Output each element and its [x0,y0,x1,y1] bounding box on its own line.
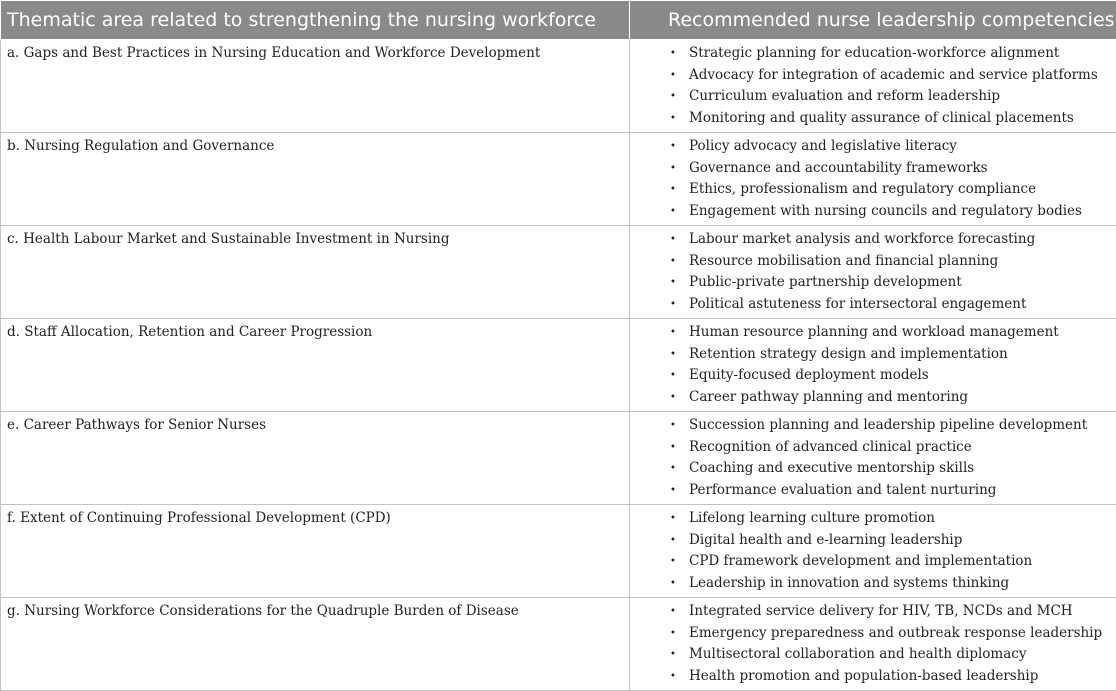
bullet-icon: • [670,86,676,108]
bullet-icon: • [670,344,676,366]
competency-text: Monitoring and quality assurance of clinical placements [689,110,1074,126]
bullet-icon: • [670,458,676,480]
list-item [630,530,1116,552]
list-item [630,666,1116,688]
list-item [630,644,1116,666]
competency-list [630,40,1116,129]
bullet-icon: • [670,136,676,158]
header-thematic-area: Thematic area related to strengthening the nursing workforce [1,1,630,40]
bullet-icon: • [670,272,676,294]
table-row [1,505,1116,598]
table-row [1,226,1116,319]
competency-text: Career pathway planning and mentoring [689,389,968,405]
header-row [1,1,1116,40]
competency-text: Coaching and executive mentorship skills [689,460,974,476]
header-competencies: Recommended nurse leadership competencies [630,1,1116,40]
list-item [630,65,1116,87]
list-item [630,294,1116,316]
thematic-area-cell: e. Career Pathways for Senior Nurses [1,412,630,505]
list-item [630,480,1116,502]
bullet-icon: • [670,158,676,180]
thematic-area-cell: b. Nursing Regulation and Governance [1,133,630,226]
bullet-icon: • [670,415,676,437]
competency-text: Political astuteness for intersectoral engagement [689,296,1026,312]
competency-list [630,319,1116,408]
list-item [630,601,1116,623]
bullet-icon: • [670,229,676,251]
list-item [630,86,1116,108]
bullet-icon: • [670,551,676,573]
thematic-area-cell: d. Staff Allocation, Retention and Career Progression [1,319,630,412]
list-item [630,387,1116,409]
competency-list [630,412,1116,501]
list-item [630,322,1116,344]
competencies-cell [630,40,1116,133]
competency-text: Governance and accountability frameworks [689,160,988,176]
competency-list [630,226,1116,315]
table-row [1,319,1116,412]
list-item [630,508,1116,530]
competency-list [630,598,1116,687]
bullet-icon: • [670,623,676,645]
competency-text: Succession planning and leadership pipeline development [689,417,1087,433]
competency-text: Leadership in innovation and systems thinking [689,575,1009,591]
list-item [630,229,1116,251]
list-item [630,136,1116,158]
competency-text: Resource mobilisation and financial planning [689,253,998,269]
competencies-cell [630,412,1116,505]
table-row [1,40,1116,133]
bullet-icon: • [670,65,676,87]
bullet-icon: • [670,251,676,273]
list-item [630,201,1116,223]
competencies-cell [630,319,1116,412]
competency-text: Human resource planning and workload management [689,324,1059,340]
list-item [630,623,1116,645]
bullet-icon: • [670,322,676,344]
competency-text: Retention strategy design and implementation [689,346,1008,362]
list-item [630,365,1116,387]
competencies-cell [630,226,1116,319]
list-item [630,179,1116,201]
list-item [630,458,1116,480]
table-row [1,598,1116,691]
competency-text: Public-private partnership development [689,274,962,290]
table-row [1,412,1116,505]
bullet-icon: • [670,666,676,688]
competency-text: Performance evaluation and talent nurturing [689,482,996,498]
competency-text: Curriculum evaluation and reform leadership [689,88,1000,104]
table-row [1,133,1116,226]
list-item [630,158,1116,180]
bullet-icon: • [670,601,676,623]
bullet-icon: • [670,294,676,316]
competency-text: Integrated service delivery for HIV, TB, NCDs and MCH [689,603,1073,619]
competency-text: Labour market analysis and workforce forecasting [689,231,1035,247]
list-item [630,251,1116,273]
bullet-icon: • [670,43,676,65]
competency-text: Strategic planning for education-workforce alignment [689,45,1059,61]
bullet-icon: • [670,365,676,387]
bullet-icon: • [670,437,676,459]
competency-text: CPD framework development and implementation [689,553,1032,569]
bullet-icon: • [670,201,676,223]
bullet-icon: • [670,387,676,409]
competency-text: Digital health and e-learning leadership [689,532,962,548]
bullet-icon: • [670,508,676,530]
competency-text: Equity-focused deployment models [689,367,929,383]
bullet-icon: • [670,573,676,595]
competency-text: Recognition of advanced clinical practice [689,439,972,455]
list-item [630,344,1116,366]
list-item [630,108,1116,130]
bullet-icon: • [670,530,676,552]
competency-text: Engagement with nursing councils and regulatory bodies [689,203,1082,219]
table-body [1,40,1116,691]
competency-text: Health promotion and population-based leadership [689,668,1038,684]
competency-text: Policy advocacy and legislative literacy [689,138,957,154]
competency-list [630,505,1116,594]
thematic-area-cell: f. Extent of Continuing Professional Development (CPD) [1,505,630,598]
thematic-area-cell: c. Health Labour Market and Sustainable Investment in Nursing [1,226,630,319]
competency-text: Multisectoral collaboration and health diplomacy [689,646,1026,662]
competency-list [630,133,1116,222]
list-item [630,573,1116,595]
list-item [630,415,1116,437]
competencies-cell [630,133,1116,226]
list-item [630,551,1116,573]
competency-text: Emergency preparedness and outbreak response leadership [689,625,1102,641]
bullet-icon: • [670,108,676,130]
list-item [630,43,1116,65]
competencies-cell [630,505,1116,598]
competency-text: Advocacy for integration of academic and service platforms [689,67,1098,83]
competency-text: Lifelong learning culture promotion [689,510,935,526]
list-item [630,272,1116,294]
competencies-cell [630,598,1116,691]
bullet-icon: • [670,480,676,502]
thematic-area-cell: a. Gaps and Best Practices in Nursing Education and Workforce Development [1,40,630,133]
bullet-icon: • [670,644,676,666]
list-item [630,437,1116,459]
competency-text: Ethics, professionalism and regulatory compliance [689,181,1036,197]
thematic-area-cell: g. Nursing Workforce Considerations for the Quadruple Burden of Disease [1,598,630,691]
bullet-icon: • [670,179,676,201]
